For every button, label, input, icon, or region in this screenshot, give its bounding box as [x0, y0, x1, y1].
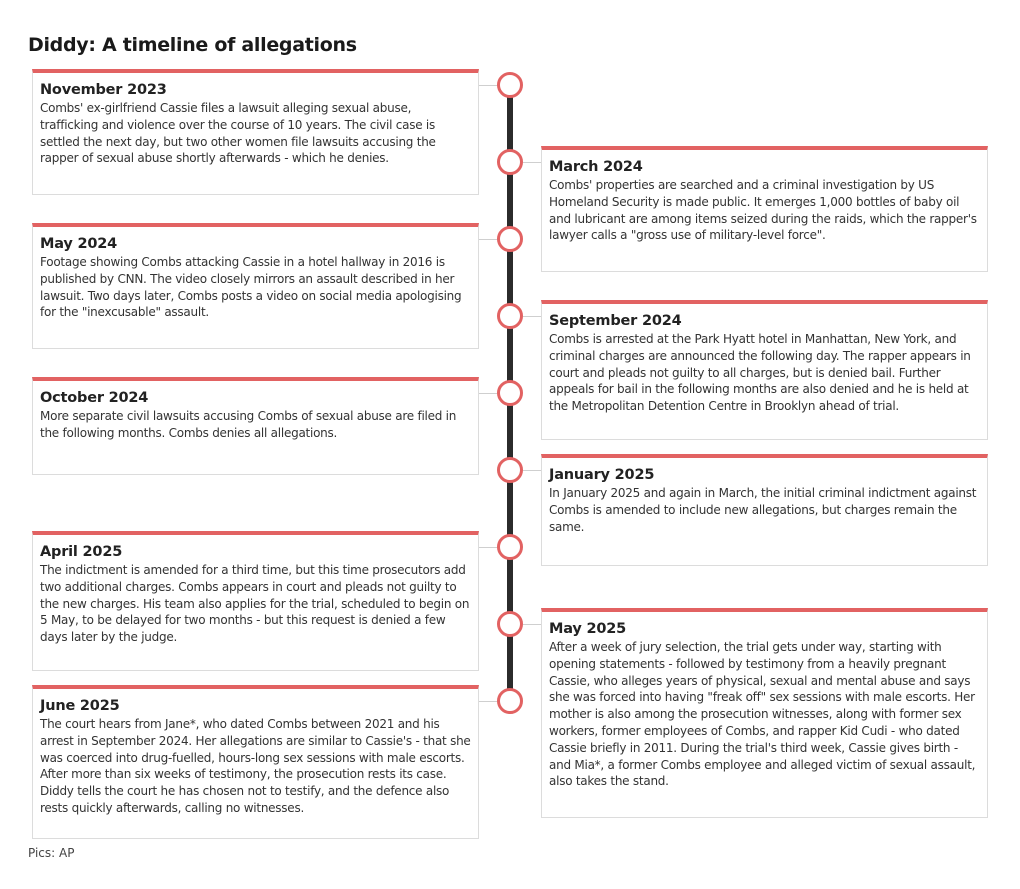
event-date: March 2024: [549, 159, 643, 175]
event-card-jun-2025: [32, 685, 479, 839]
connector-line: [479, 547, 497, 548]
event-date: January 2025: [549, 467, 655, 483]
event-card-sep-2024: [541, 300, 988, 440]
event-date: April 2025: [40, 544, 123, 560]
connector-line: [523, 162, 541, 163]
connector-line: [523, 624, 541, 625]
timeline-node: [497, 226, 523, 252]
event-date: October 2024: [40, 390, 149, 406]
connector-line: [479, 393, 497, 394]
event-date: September 2024: [549, 313, 682, 329]
timeline-node: [497, 380, 523, 406]
connector-line: [479, 239, 497, 240]
timeline-node: [497, 303, 523, 329]
event-text: Combs' properties are searched and a criminal investigation by US Homeland Security is made public. It emerges 1,000 bottles of baby oil and lubricant are among items seized during the raids, which the rapper's lawyer calls a "gross use of military-level force".: [549, 178, 977, 243]
event-text: Combs' ex-girlfriend Cassie files a lawsuit alleging sexual abuse, trafficking and violence over the course of 10 years. The civil case is settled the next day, but two other women file lawsuits accusing the rapper of sexual abuse shortly afterwards - which he denies.: [40, 101, 436, 166]
photo-credit: Pics: AP: [28, 846, 75, 860]
timeline-node: [497, 688, 523, 714]
event-text: Footage showing Combs attacking Cassie in a hotel hallway in 2016 is published by CNN. The video closely mirrors an assault described in her lawsuit. Two days later, Combs posts a video on social media apologising for the "inexcusable" assault.: [40, 255, 462, 320]
event-date: May 2024: [40, 236, 118, 252]
event-text: After a week of jury selection, the trial gets under way, starting with opening statements - followed by testimony from a heavily pregnant Cassie, who alleges years of physical, sexual and mental abuse and says she was forced into having "freak off" sex sessions with male escorts. Her mother is also among the prosecution witnesses, along with former sex workers, former employees of Combs, and rapper Kid Cudi - who dated Cassie briefly in 2011. During the trial's third week, Cassie gives birth - and Mia*, a former Combs employee and alleged victim of sexual assault, also takes the stand.: [549, 640, 976, 789]
timeline-node: [497, 149, 523, 175]
event-text: The indictment is amended for a third time, but this time prosecutors add two additional charges. Combs appears in court and pleads not guilty to the new charges. His team also applies for the trial, scheduled to begin on 5 May, to be delayed for two months - but this request is denied a few days later by the judge.: [40, 563, 470, 645]
event-card-apr-2025: [32, 531, 479, 671]
event-text: In January 2025 and again in March, the initial criminal indictment against Combs is amended to include new allegations, but charges remain the same.: [549, 486, 977, 534]
event-text: Combs is arrested at the Park Hyatt hotel in Manhattan, New York, and criminal charges are announced the following day. The rapper appears in court and pleads not guilty to all charges, but is denied bail. Further appeals for bail in the following months are also denied and he is held at the Metropolitan Detention Centre in Brooklyn ahead of trial.: [549, 332, 971, 414]
event-card-nov-2023: [32, 69, 479, 195]
event-text: The court hears from Jane*, who dated Combs between 2021 and his arrest in September 2024. Her allegations are similar to Cassie's - that she was coerced into drug-fuelled, hours-long sex sessions with male escorts. After more than six weeks of testimony, the prosecution rests its case. Diddy tells the court he has chosen not to testify, and the defence also rests quickly afterwards, calling no witnesses.: [40, 717, 471, 815]
event-text: More separate civil lawsuits accusing Combs of sexual abuse are filed in the following months. Combs denies all allegations.: [40, 409, 457, 440]
event-card-may-2024: [32, 223, 479, 349]
connector-line: [479, 85, 497, 86]
connector-line: [523, 470, 541, 471]
timeline-node: [497, 457, 523, 483]
timeline-node: [497, 72, 523, 98]
event-card-jan-2025: [541, 454, 988, 566]
timeline-node: [497, 534, 523, 560]
timeline-node: [497, 611, 523, 637]
page-title: Diddy: A timeline of allegations: [28, 34, 357, 56]
event-date: November 2023: [40, 82, 167, 98]
connector-line: [479, 701, 497, 702]
event-card-may-2025: [541, 608, 988, 818]
event-card-oct-2024: [32, 377, 479, 475]
event-card-mar-2024: [541, 146, 988, 272]
event-date: May 2025: [549, 621, 627, 637]
event-date: June 2025: [40, 698, 120, 714]
connector-line: [523, 316, 541, 317]
